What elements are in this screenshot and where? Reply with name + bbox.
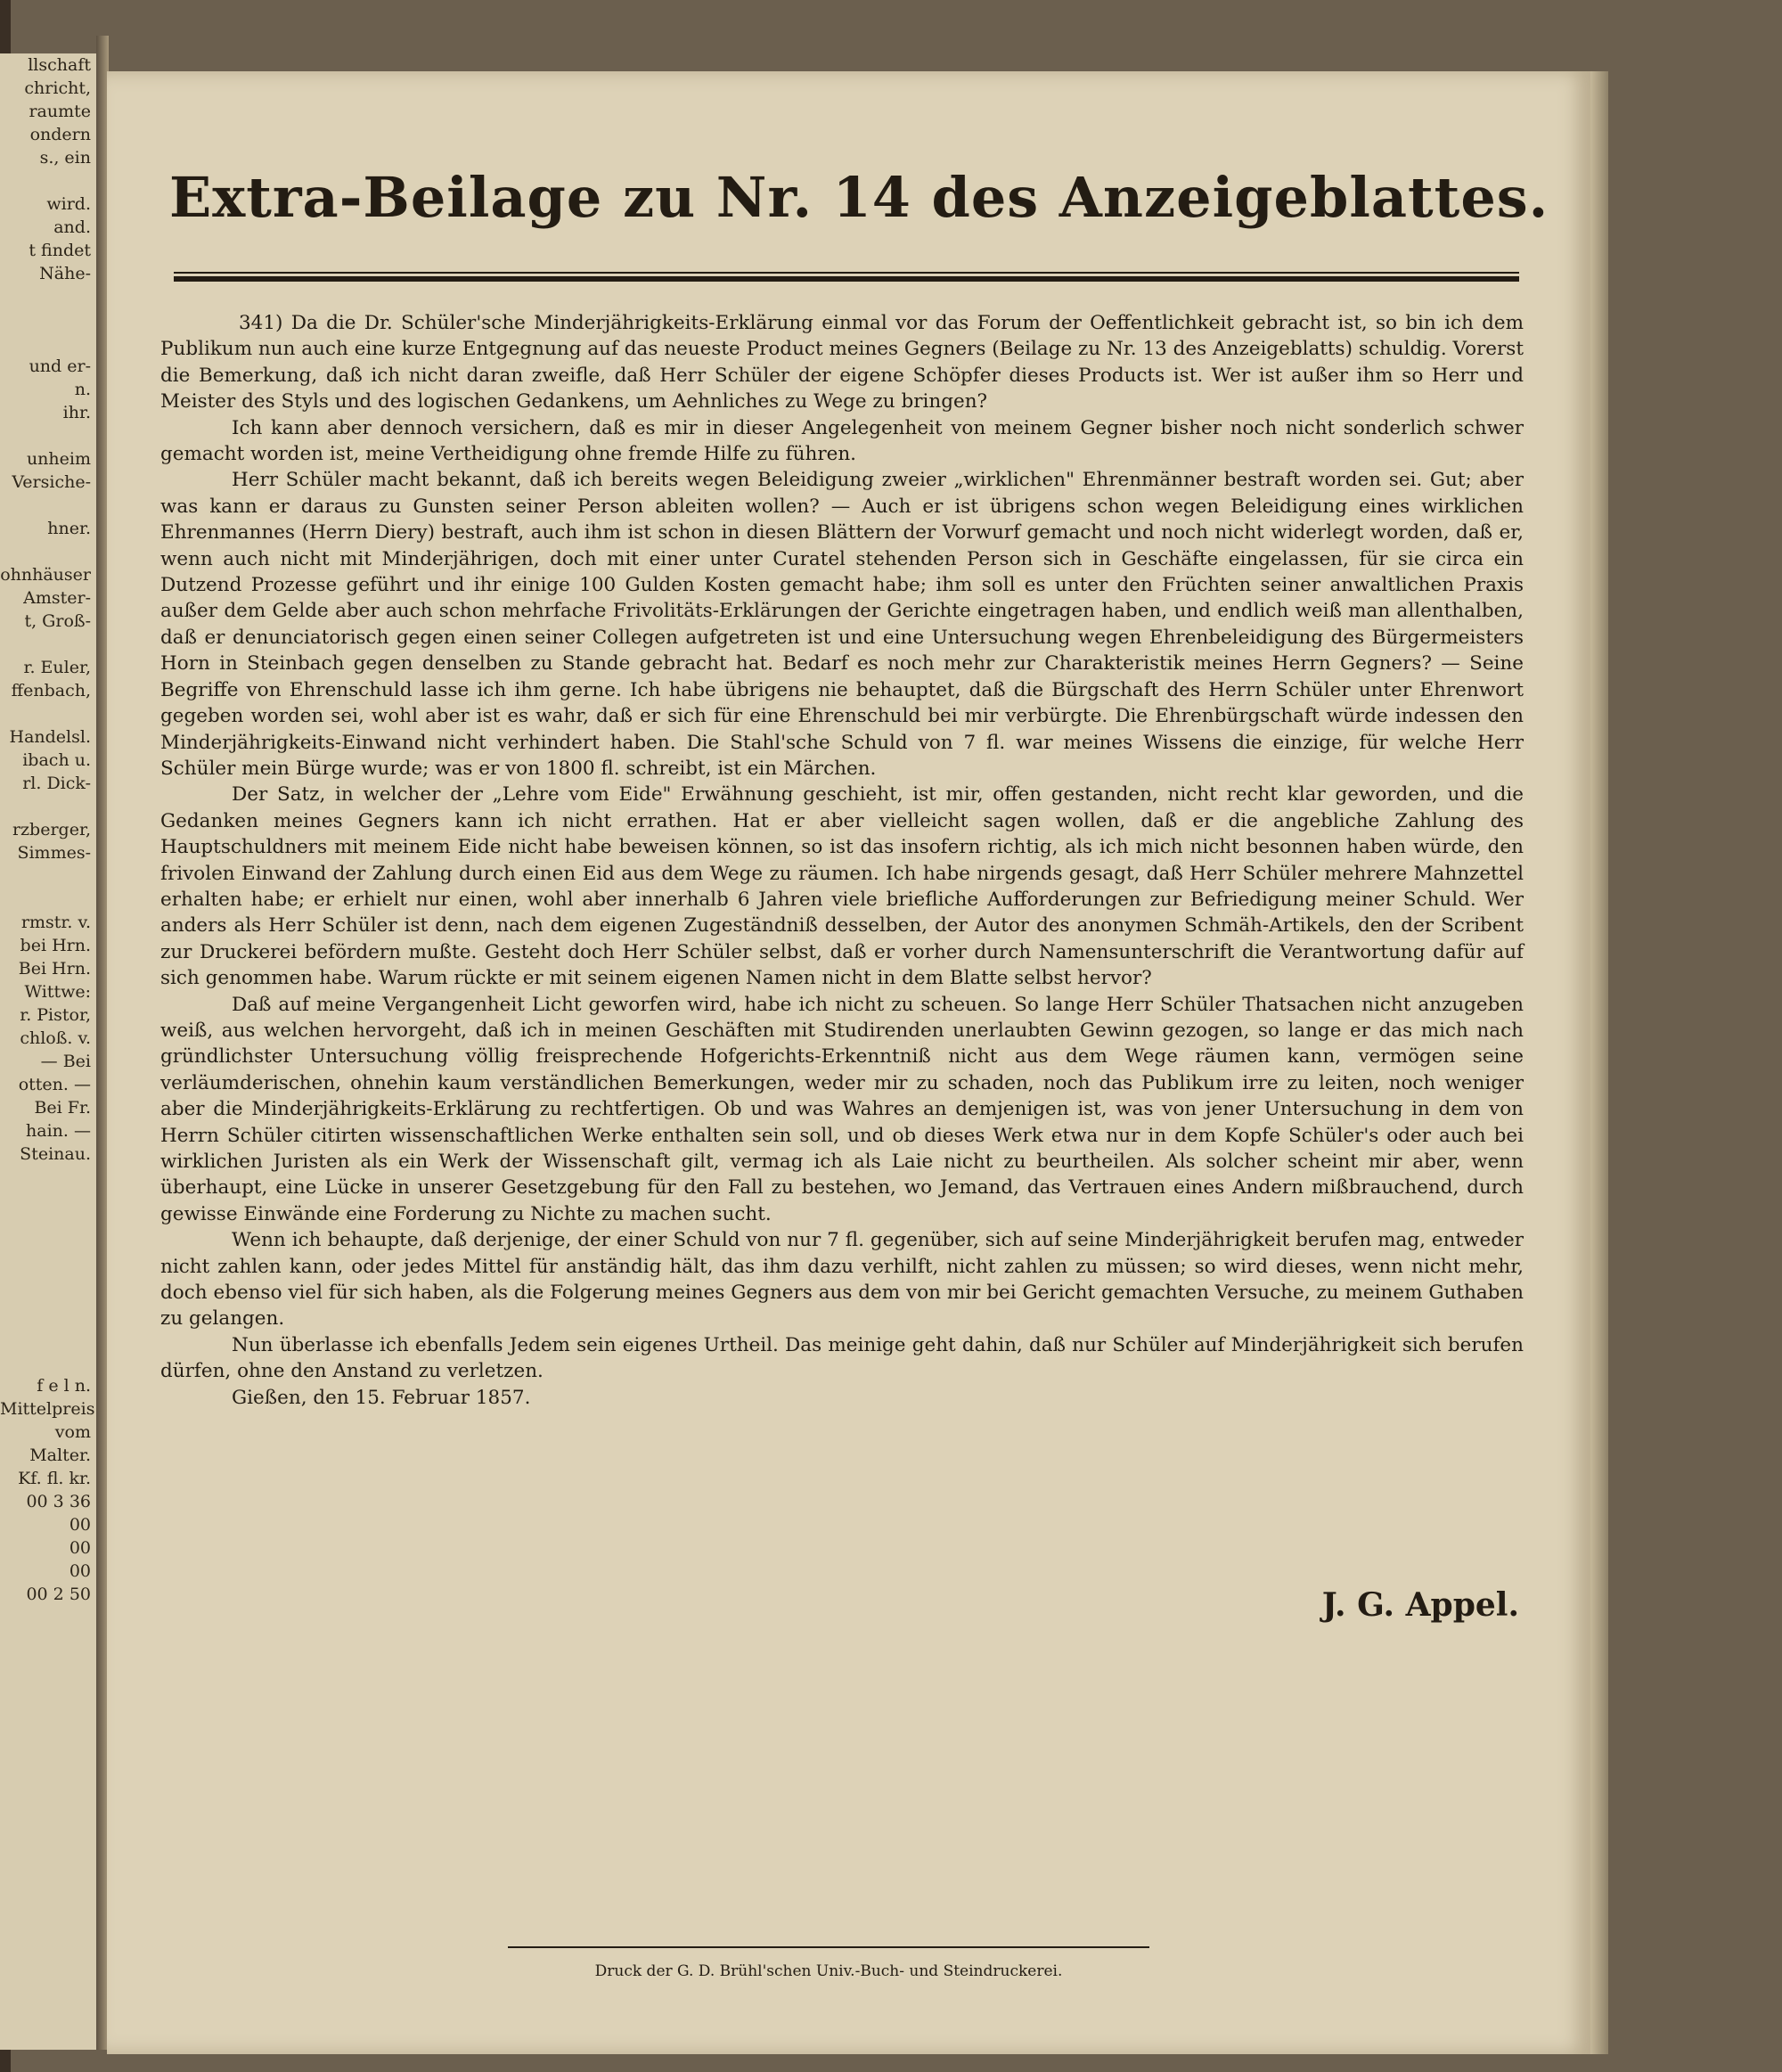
left-page-fragment: ohnhäuser [0, 565, 91, 585]
page-edge [1590, 71, 1608, 2054]
left-page-fragment: chricht, [24, 78, 91, 98]
left-page-fragment [0, 1282, 96, 1305]
left-page-fragment: rmstr. v. [20, 913, 91, 932]
left-page-fragment: — Bei [40, 1052, 91, 1071]
left-page-fragment: llschaft [28, 55, 91, 75]
left-page-fragment [0, 285, 96, 308]
left-page-fragment [0, 1235, 96, 1258]
left-page-fragment [0, 1351, 96, 1374]
left-page-fragment: Kf. fl. kr. [18, 1469, 91, 1488]
left-page-fragment: Steinau. [20, 1144, 91, 1164]
article-body [160, 310, 1524, 1411]
paragraph-1: 341) Da die Dr. Schüler'sche Minderjährigkeits-Erklärung einmal vor das Forum der Oeffentlichkeit gebracht ist, so bin ich dem Publikum nun auch eine kurze Entgegnung auf das neueste Product meines Gegners (Beilage zu Nr. 13 des Anzeigeblatts) schuldig. Vorerst die Bemerkung, daß ich nicht daran zweifle, daß Herr Schüler der eigene Schöpfer dieses Products ist. Wer ist außer ihm so Herr und Meister des Styls und des logischen Gedankens, um Aehnliches zu Wege zu bringen? [160, 312, 1524, 414]
left-page-fragment [0, 1258, 96, 1282]
footer-rule [508, 1946, 1149, 1948]
left-page-fragment: rzberger, [12, 820, 91, 839]
left-page-fragment: ondern [29, 125, 91, 144]
left-page-fragment: Mittelpreis [0, 1399, 95, 1419]
left-page-fragment: 00 [69, 1538, 91, 1558]
left-page-fragment: r. Euler, [23, 658, 91, 677]
left-page-fragment: Bei Hrn. [18, 959, 91, 979]
left-page-fragment: t findet [29, 241, 91, 260]
left-page-fragment [0, 494, 96, 517]
left-page-fragment [0, 1328, 96, 1351]
left-page-fragment: Amster- [23, 588, 91, 608]
page-title: Extra-Beilage zu Nr. 14 des Anzeigeblattes. [169, 165, 1549, 230]
left-page-fragment [0, 308, 96, 332]
dateline: Gießen, den 15. Februar 1857. [232, 1386, 531, 1409]
left-page-fragment [0, 888, 96, 911]
paragraph-6: Wenn ich behaupte, daß derjenige, der einer Schuld von nur 7 fl. gegenüber, sich auf seine Minderjährigkeit berufen mag, entweder nicht zahlen kann, oder jedes Mittel für anständig hält, das ihm dazu verhilft, nicht zahlen zu müssen; so wird dieses, wenn nicht mehr, doch ebenso viel für sich haben, als die Folgerung meines Gegners aus dem von mir bei Gericht gemachten Versuche, zu meinem Guthaben zu gelangen. [160, 1229, 1524, 1331]
left-page-fragment: Simmes- [17, 843, 91, 863]
title-rule-thick [174, 276, 1519, 282]
left-page-fragment [0, 1166, 96, 1189]
left-page-fragment [0, 424, 96, 447]
left-page-fragment: Handelsl. [9, 727, 91, 747]
signature: J. G. Appel. [1321, 1586, 1519, 1624]
left-page-fragment: raumte [29, 102, 91, 121]
left-page-fragment: s., ein [39, 148, 91, 168]
left-page-fragment: 00 [69, 1515, 91, 1535]
left-page-fragment: ihr. [62, 403, 91, 422]
left-page-fragment: r. Pistor, [20, 1005, 91, 1025]
left-page-fragment: f e l n. [37, 1376, 91, 1396]
left-page-fragment [0, 332, 96, 355]
left-page-fragment: vom [54, 1422, 91, 1442]
left-page-fragment: and. [53, 217, 91, 237]
paragraph-4: Der Satz, in welcher der „Lehre vom Eide" Erwähnung geschieht, ist mir, offen gestanden, nicht recht klar geworden, und die Gedanken meines Gegners kann ich nicht errathen. Hat er aber vielleicht sagen wollen, daß er die angebliche Zahlung des Hauptschuldners mit meinem Eide nicht habe beweisen können, so ist das insofern richtig, als ich mich nicht besonnen haben würde, den frivolen Einwand der Zahlung durch einen Eid aus dem Wege zu räumen. Ich habe nirgends gesagt, daß Herr Schüler mehrere Mahnzettel erhalten habe; er erhielt nur einen, wohl aber innerhalb 6 Jahren viele briefliche Aufforderungen zur Befriedigung meiner Schuld. Wer anders als Herr Schüler ist denn, nach dem eigenen Zugeständniß desselben, der Autor des anonymen Schmäh-Artikels, den der Scribent zur Druckerei befördern mußte. Gesteht doch Herr Schüler selbst, daß er vorher durch Namensunterschrift die Verantwortung dafür auf sich genommen habe. Warum rückte er mit seinem eigenen Namen nicht in dem Blatte selbst hervor? [160, 783, 1524, 990]
printer-imprint: Druck der G. D. Brühl'schen Univ.-Buch- und Steindruckerei. [594, 1962, 1063, 1980]
left-page-fragment: unheim [26, 449, 91, 469]
left-page-fragment: Nähe- [39, 264, 91, 283]
left-page-fragment: ffenbach, [11, 681, 91, 700]
left-page-fragment [0, 1212, 96, 1235]
left-page-fragment: t, Groß- [24, 611, 91, 631]
left-page-fragment [0, 540, 96, 563]
left-page-fragment [0, 633, 96, 656]
left-page-fragment: chloß. v. [20, 1028, 91, 1048]
left-page-fragment: 00 2 50 [26, 1585, 91, 1604]
left-page-fragment [0, 1189, 96, 1212]
left-page-fragment [0, 1305, 96, 1328]
left-page-fragment: und er- [29, 356, 91, 376]
left-page-fragment: hner. [47, 519, 91, 538]
left-page-fragment: Wittwe: [24, 982, 91, 1002]
left-page-fragment: rl. Dick- [22, 774, 91, 793]
left-page-fragment: 00 3 36 [26, 1492, 91, 1511]
paragraph-7: Nun überlasse ich ebenfalls Jedem sein eigenes Urtheil. Das meinige geht dahin, daß nur Schüler auf Minderjährigkeit sich berufen dürfen, ohne den Anstand zu verletzen. [160, 1333, 1524, 1383]
left-page-fragment: 00 [69, 1561, 91, 1581]
left-page-fragment: hain. — [26, 1121, 91, 1141]
previous-page-strip [0, 53, 98, 2050]
left-page-fragment: Versiche- [12, 472, 91, 492]
paragraph-2: Ich kann aber dennoch versichern, daß es mir in dieser Angelegenheit von meinem Gegner bisher noch nicht sonderlich schwer gemacht worden ist, meine Vertheidigung ohne fremde Hilfe zu führen. [160, 416, 1524, 466]
left-page-fragment [0, 702, 96, 725]
left-page-fragment [0, 795, 96, 818]
left-page-fragment: Bei Fr. [34, 1098, 91, 1118]
left-page-fragment: otten. — [18, 1075, 91, 1094]
left-page-fragment [0, 864, 96, 888]
left-page-fragment: bei Hrn. [20, 936, 91, 955]
newspaper-page [107, 71, 1590, 2054]
left-page-fragment: n. [74, 380, 91, 399]
left-page-fragment: Malter. [29, 1445, 91, 1465]
paragraph-5: Daß auf meine Vergangenheit Licht geworfen wird, habe ich nicht zu scheuen. So lange Herr Schüler Thatsachen nicht anzugeben weiß, aus welchen hervorgeht, daß ich in meinen Geschäften mit Studirenden unerlaubten Gewinn gezogen, so lange er das mich nach gründlichster Untersuchung völlig freisprechende Hofgerichts-Erkenntniß nicht aus dem Wege räumen kann, vermögen seine verläumderischen, ohnehin kaum verständlichen Bemerkungen, weder mir zu schaden, noch das Publikum irre zu leiten, noch weniger aber die Minderjährigkeits-Erklärung zu rechtfertigen. Ob und was Wahres an demjenigen ist, was von jener Untersuchung in dem von Herrn Schüler citirten wissenschaftlichen Werke enthalten sein soll, und ob dieses Werk etwa nur in dem Kopfe Schüler's oder auch bei wirklichen Juristen als ein Werk der Wissenschaft gilt, vermag ich als Laie nicht zu beurtheilen. Als solcher scheint mir aber, wenn überhaupt, eine Lücke in unserer Gesetzgebung für den Fall zu bestehen, wo Jemand, das Vertrauen eines Andern mißbrauchend, durch gewisse Einwände eine Forderung zu Nichte zu machen sucht. [160, 993, 1524, 1225]
title-rule [174, 272, 1519, 274]
left-page-fragment: wird. [46, 194, 91, 214]
left-page-fragment: ibach u. [22, 750, 91, 770]
paragraph-3: Herr Schüler macht bekannt, daß ich bereits wegen Beleidigung zweier „wirklichen" Ehrenmänner bestraft worden sei. Gut; aber was kann er daraus zu Gunsten seiner Person ableiten wollen? — Auch er ist übrigens schon wegen Beleidigung eines wirklichen Ehrenmannes (Herrn Diery) bestraft, auch ihm ist schon in diesen Blättern der Vorwurf gemacht und noch nicht widerlegt worden, daß er, wenn auch nicht mit Minderjährigen, doch mit einer unter Curatel stehenden Person sich in Geschäfte eingelassen, für sie circa ein Dutzend Prozesse geführt und ihr einige 100 Gulden Kosten gemacht habe; ihm soll es unter den Früchten seiner anwaltlichen Praxis außer dem Gelde aber auch schon mehrfache Frivolitäts-Erklärungen der Gerichte eingetragen haben, und endlich weiß man allenthalben, daß er denunciatorisch gegen einen seiner Collegen aufgetreten ist und eine Untersuchung wegen Ehrenbeleidigung des Bürgermeisters Horn in Steinbach gegen denselben zu Stande gebracht hat. Bedarf es noch mehr zur Charakteristik meines Herrn Gegners? — Seine Begriffe von Ehrenschuld lasse ich ihm gerne. Ich habe übrigens nie behauptet, daß die Bürgschaft des Herrn Schüler unter Ehrenwort gegeben worden sei, wohl aber ist es wahr, daß er sich für eine Ehrenschuld bei mir verbürgte. Die Ehrenbürgschaft würde indessen den Minderjährigkeits-Einwand nicht verhindert haben. Die Stahl'sche Schuld von 7 fl. war meines Wissens die einzige, für welche Herr Schüler mein Bürge wurde; was er von 1800 fl. schreibt, ist ein Märchen. [160, 469, 1524, 780]
left-page-fragment [0, 169, 96, 192]
